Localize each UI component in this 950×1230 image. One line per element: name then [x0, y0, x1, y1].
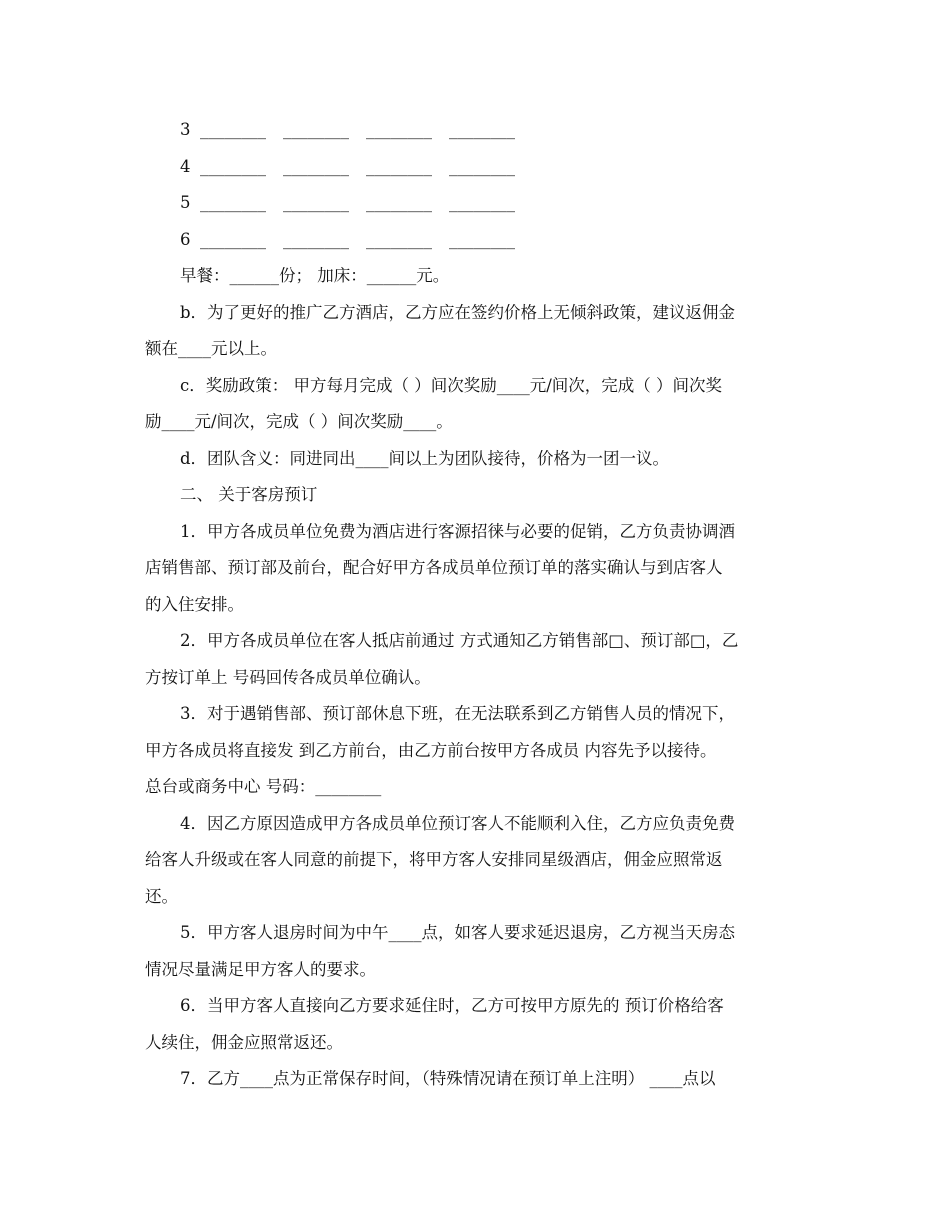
text-line: 励____元/间次，完成（ ）间次奖励____。	[145, 412, 453, 431]
text-line: d．团队含义：同进同出____间以上为团队接待，价格为一团一议。	[180, 448, 670, 468]
blank-field: ________	[366, 193, 432, 212]
clause-6	[145, 988, 810, 1061]
blank-field: ________	[283, 229, 349, 249]
clause-b	[145, 295, 810, 368]
table-row	[145, 222, 810, 259]
text-line: 6．当甲方客人直接向乙方要求延住时，乙方可按甲方原先的 预订价格给客	[180, 996, 724, 1015]
text-line: 方按订单上 号码回传各成员单位确认。	[145, 667, 431, 687]
text-line: 1．甲方各成员单位免费为酒店进行客源招徕与必要的促销，乙方负责协调酒	[180, 521, 735, 541]
text-line: 店销售部、预订部及前台，配合好甲方各成员单位预订单的落实确认与到店客人	[145, 558, 723, 577]
blank-field: ________	[200, 156, 266, 176]
clause-7	[145, 1061, 810, 1098]
text-line: 总台或商务中心 号码：________	[145, 777, 382, 796]
blank-field: ________	[449, 229, 515, 249]
text-line: 额在____元以上。	[145, 339, 277, 358]
text-line: 给客人升级或在客人同意的前提下，将甲方客人安排同星级酒店，佣金应照常返	[145, 850, 723, 869]
text-line: 2．甲方各成员单位在客人抵店前通过 方式通知乙方销售部□、预订部□，乙	[180, 631, 739, 650]
blank-field: ________	[200, 193, 266, 212]
text-line: 4．因乙方原因造成甲方各成员单位预订客人不能顺利入住，乙方应负责免费	[180, 813, 735, 833]
row-number: 6	[180, 229, 191, 249]
text-line: 5．甲方客人退房时间为中午____点，如客人要求延迟退房，乙方视当天房态	[180, 923, 735, 942]
blank-field: ________	[366, 156, 432, 176]
text-line: 二、 关于客房预订	[180, 485, 318, 504]
blank-field: ________	[200, 229, 266, 249]
blank-field: ________	[366, 120, 432, 139]
text-line: 3．对于遇销售部、预订部休息下班，在无法联系到乙方销售人员的情况下，	[180, 704, 735, 723]
text-line: 甲方各成员将直接发 到乙方前台，由乙方前台按甲方各成员 内容先予以接待。	[145, 740, 717, 760]
blank-field: ________	[283, 193, 349, 212]
text-line: 7．乙方____点为正常保存时间，（特殊情况请在预订单上注明） ____点以	[180, 1069, 716, 1088]
text-line: 人续住，佣金应照常返还。	[145, 1032, 343, 1052]
clause-3	[145, 696, 810, 806]
blank-field: ________	[449, 156, 515, 176]
blank-field: ________	[449, 193, 515, 212]
text-line: c．奖励政策： 甲方每月完成（ ）间次奖励____元/间次，完成（ ）间次奖	[180, 375, 723, 395]
blank-field: ________	[283, 120, 349, 139]
clause-c	[145, 368, 810, 441]
blank-field: ________	[449, 120, 515, 139]
table-row	[145, 149, 810, 186]
table-row	[145, 185, 810, 222]
blank-field: ________	[200, 120, 266, 139]
breakfast-line: 早餐：______份； 加床：______元。	[180, 266, 450, 285]
clause-2	[145, 623, 810, 696]
text-line: 情况尽量满足甲方客人的要求。	[145, 959, 376, 979]
text-line: b．为了更好的推广乙方酒店，乙方应在签约价格上无倾斜政策，建议返佣金	[180, 302, 736, 322]
row-number: 4	[180, 156, 191, 176]
text-line: 还。	[145, 886, 178, 906]
section-heading	[145, 477, 810, 514]
clause-d	[145, 441, 810, 478]
clause-1	[145, 514, 810, 624]
blank-field: ________	[366, 229, 432, 249]
blank-field: ________	[283, 156, 349, 176]
row-number: 3	[180, 120, 191, 139]
document-page	[145, 112, 810, 1098]
clause-5	[145, 915, 810, 988]
text-line: 的入住安排。	[145, 594, 244, 614]
table-row	[145, 112, 810, 149]
clause-4	[145, 806, 810, 916]
row-number: 5	[180, 193, 191, 212]
